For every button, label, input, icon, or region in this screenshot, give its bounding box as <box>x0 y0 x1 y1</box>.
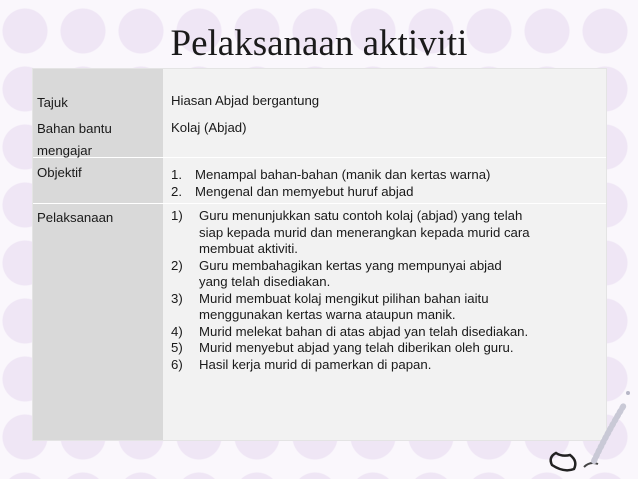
list-text: Menampal bahan-bahan (manik dan kertas warna) <box>195 167 491 182</box>
label-bahan-line1: Bahan bantu <box>37 121 112 136</box>
list-text-line: Hasil kerja murid di pamerkan di papan. <box>199 356 432 372</box>
list-text-line: Guru membahagikan kertas yang mempunyai abjad <box>199 257 502 273</box>
list-text-line: membuat aktiviti. <box>199 241 298 256</box>
list-text-line: siap kepada murid dan menerangkan kepada murid cara <box>199 224 530 240</box>
list-number: 2. <box>171 183 182 199</box>
list-text-line: menggunakan kertas warna ataupun manik. <box>199 307 456 322</box>
list-item <box>171 357 530 374</box>
label-bahan-line2: mengajar <box>37 143 92 158</box>
list-item <box>171 167 490 184</box>
objektif-list <box>171 167 490 200</box>
list-number: 6) <box>171 356 183 372</box>
list-text-line: Guru menunjukkan satu contoh kolaj (abjad) yang telah <box>199 208 523 223</box>
list-item <box>171 184 490 201</box>
row-divider <box>33 203 606 204</box>
list-item <box>171 291 530 324</box>
list-item <box>171 340 530 357</box>
list-item <box>171 208 530 258</box>
list-text: Mengenal dan memyebut huruf abjad <box>195 183 414 199</box>
list-item <box>171 258 530 291</box>
list-item <box>171 324 530 341</box>
list-number: 1) <box>171 208 183 223</box>
list-text-line: Murid melekat bahan di atas abjad yan telah disediakan. <box>199 323 529 339</box>
label-tajuk: Tajuk <box>37 95 68 110</box>
pelaksanaan-list <box>171 208 530 373</box>
list-number: 3) <box>171 290 183 306</box>
label-pelaksanaan: Pelaksanaan <box>37 210 114 225</box>
list-number: 4) <box>171 323 183 339</box>
value-tajuk: Hiasan Abjad bergantung <box>171 93 320 108</box>
list-text-line: yang telah disediakan. <box>199 274 331 289</box>
value-bahan: Kolaj (Abjad) <box>171 120 247 135</box>
slide-title: Pelaksanaan aktiviti <box>170 23 468 64</box>
list-text-line: Murid membuat kolaj mengikut pilihan bahan iaitu <box>199 290 489 306</box>
watermark-graphic <box>544 365 634 475</box>
list-number: 2) <box>171 257 183 273</box>
label-objektif: Objektif <box>37 165 82 180</box>
list-number: 1. <box>171 167 182 182</box>
row-divider <box>33 157 606 158</box>
list-text-line: Murid menyebut abjad yang telah diberikan oleh guru. <box>199 340 514 355</box>
list-number: 5) <box>171 340 183 355</box>
activity-table <box>33 69 606 440</box>
